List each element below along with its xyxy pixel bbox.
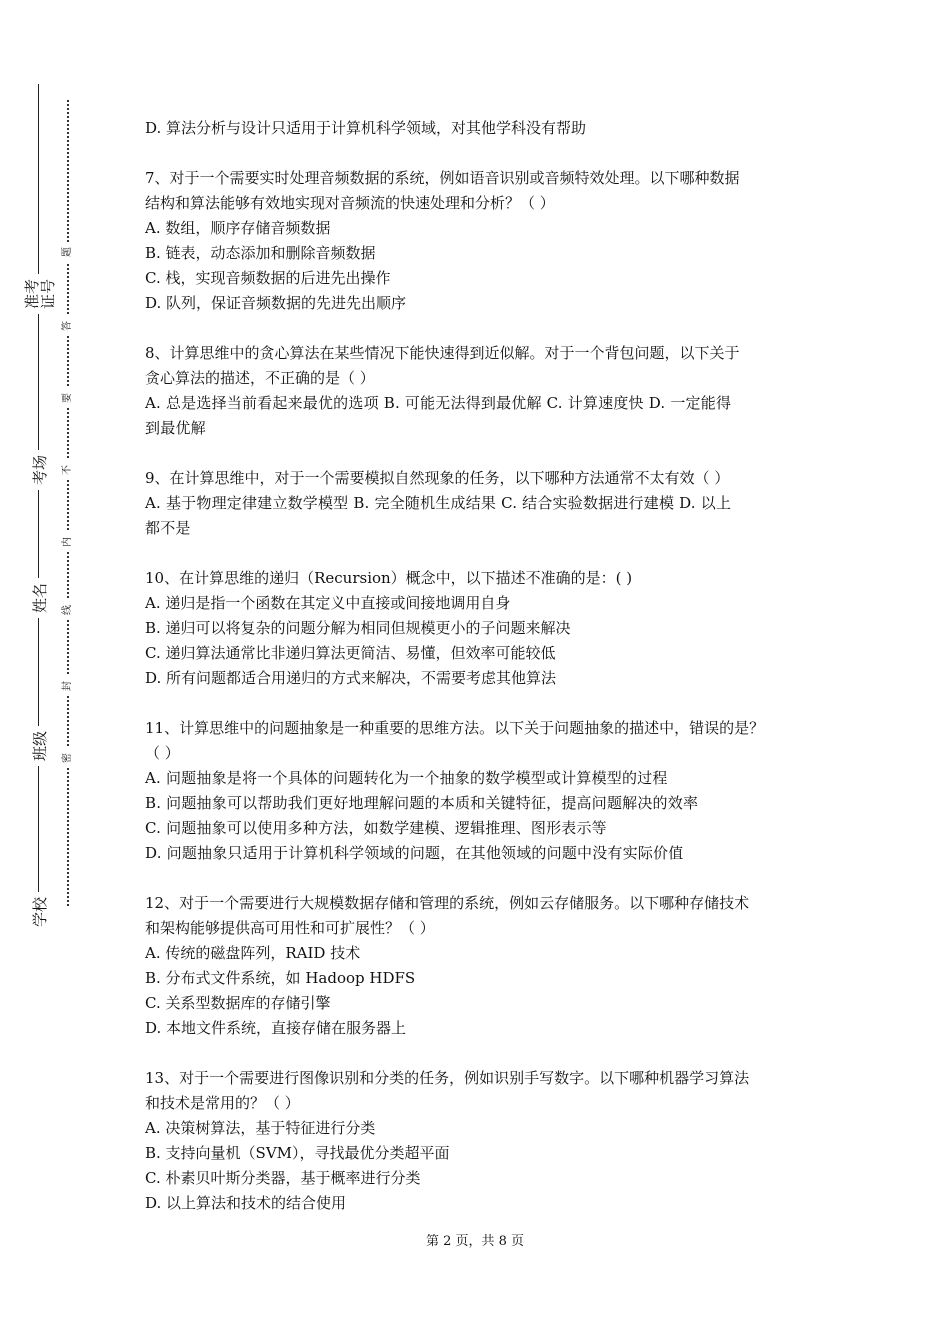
- q6-option-d: D. 算法分析与设计只适用于计算机科学领域，对其他学科没有帮助: [145, 119, 587, 137]
- page-number: 第 2 页，共 8 页: [425, 1234, 525, 1249]
- option: B. 链表，动态添加和删除音频数据: [145, 244, 376, 262]
- option: D. 问题抽象只适用于计算机科学领域的问题，在其他领域的问题中没有实际价值: [145, 844, 684, 862]
- question-stem: 9、在计算思维中，对于一个需要模拟自然现象的任务，以下哪种方法通常不太有效（ ）: [145, 469, 730, 487]
- field-school: 学校: [32, 892, 48, 932]
- option: A. 数组，顺序存储音频数据: [145, 219, 331, 237]
- option: A. 总是选择当前看起来最优的选项 B. 可能无法得到最优解 C. 计算速度快 D. 一定能得: [145, 394, 732, 412]
- seal-char: 封: [62, 676, 74, 696]
- question-12: [145, 891, 825, 1041]
- option: D. 所有问题都适合用递归的方式来解决，不需要考虑其他算法: [145, 669, 557, 687]
- question-stem: 和技术是常用的？（ ）: [145, 1094, 300, 1112]
- option: A. 基于物理定律建立数学模型 B. 完全随机生成结果 C. 结合实验数据进行建模 D. 以上: [145, 494, 732, 512]
- option: B. 问题抽象可以帮助我们更好地理解问题的本质和关键特征，提高问题解决的效率: [145, 794, 699, 812]
- question-8: [145, 341, 825, 441]
- option: A. 传统的磁盘阵列，RAID 技术: [145, 944, 361, 962]
- question-stem: 贪心算法的描述，不正确的是（ ）: [145, 369, 375, 387]
- option: B. 分布式文件系统，如 Hadoop HDFS: [145, 969, 416, 987]
- seal-char: 答: [62, 316, 74, 336]
- seal-char: 不: [62, 460, 74, 480]
- question-stem: 7、对于一个需要实时处理音频数据的系统，例如语音识别或音频特效处理。以下哪种数据: [145, 169, 740, 187]
- field-exam-room: 考场: [32, 450, 48, 490]
- option: A. 决策树算法，基于特征进行分类: [145, 1119, 376, 1137]
- option: C. 栈，实现音频数据的后进先出操作: [145, 269, 391, 287]
- question-stem: 12、对于一个需要进行大规模数据存储和管理的系统，例如云存储服务。以下哪种存储技术: [145, 894, 750, 912]
- question-7: [145, 166, 825, 316]
- question-11: [145, 716, 825, 866]
- question-9: [145, 466, 825, 541]
- seal-char: 题: [62, 242, 74, 262]
- binding-dotted-line: [67, 100, 69, 906]
- seal-char: 密: [62, 748, 74, 768]
- option: B. 支持向量机（SVM），寻找最优分类超平面: [145, 1144, 450, 1162]
- question-stem: 11、计算思维中的问题抽象是一种重要的思维方法。以下关于问题抽象的描述中，错误的是？: [145, 719, 765, 737]
- seal-char: 线: [62, 600, 74, 620]
- option: D. 队列，保证音频数据的先进先出顺序: [145, 294, 407, 312]
- option: 都不是: [145, 519, 191, 537]
- question-stem: 和架构能够提供高可用性和可扩展性？（ ）: [145, 919, 435, 937]
- binding-solid-line: [38, 84, 39, 926]
- option: 到最优解: [145, 419, 206, 437]
- question-stem: 13、对于一个需要进行图像识别和分类的任务，例如识别手写数字。以下哪种机器学习算法: [145, 1069, 750, 1087]
- question-stem: （ ）: [145, 744, 180, 762]
- seal-char: 内: [62, 532, 74, 552]
- option: C. 关系型数据库的存储引擎: [145, 994, 331, 1012]
- option: B. 递归可以将复杂的问题分解为相同但规模更小的子问题来解决: [145, 619, 571, 637]
- field-name: 姓名: [32, 578, 48, 618]
- option: A. 递归是指一个函数在其定义中直接或间接地调用自身: [145, 594, 511, 612]
- option: D. 本地文件系统，直接存储在服务器上: [145, 1019, 407, 1037]
- question-stem: 10、在计算思维的递归（Recursion）概念中，以下描述不准确的是：( ): [145, 569, 633, 587]
- option: D. 以上算法和技术的结合使用: [145, 1194, 347, 1212]
- binding-margin: [0, 0, 120, 1344]
- option: A. 问题抽象是将一个具体的问题转化为一个抽象的数学模型或计算模型的过程: [145, 769, 668, 787]
- question-13: [145, 1066, 825, 1216]
- question-stem: 结构和算法能够有效地实现对音频流的快速处理和分析？（ ）: [145, 194, 555, 212]
- field-class: 班级: [32, 726, 48, 766]
- option: C. 递归算法通常比非递归算法更简洁、易懂，但效率可能较低: [145, 644, 556, 662]
- question-10: [145, 566, 825, 691]
- seal-char: 要: [62, 388, 74, 408]
- question-stem: 8、计算思维中的贪心算法在某些情况下能快速得到近似解。对于一个背包问题，以下关于: [145, 344, 740, 362]
- option: C. 问题抽象可以使用多种方法，如数学建模、逻辑推理、图形表示等: [145, 819, 607, 837]
- question-content: [145, 116, 825, 1216]
- field-exam-number: 准考证号: [24, 274, 56, 314]
- option: C. 朴素贝叶斯分类器，基于概率进行分类: [145, 1169, 421, 1187]
